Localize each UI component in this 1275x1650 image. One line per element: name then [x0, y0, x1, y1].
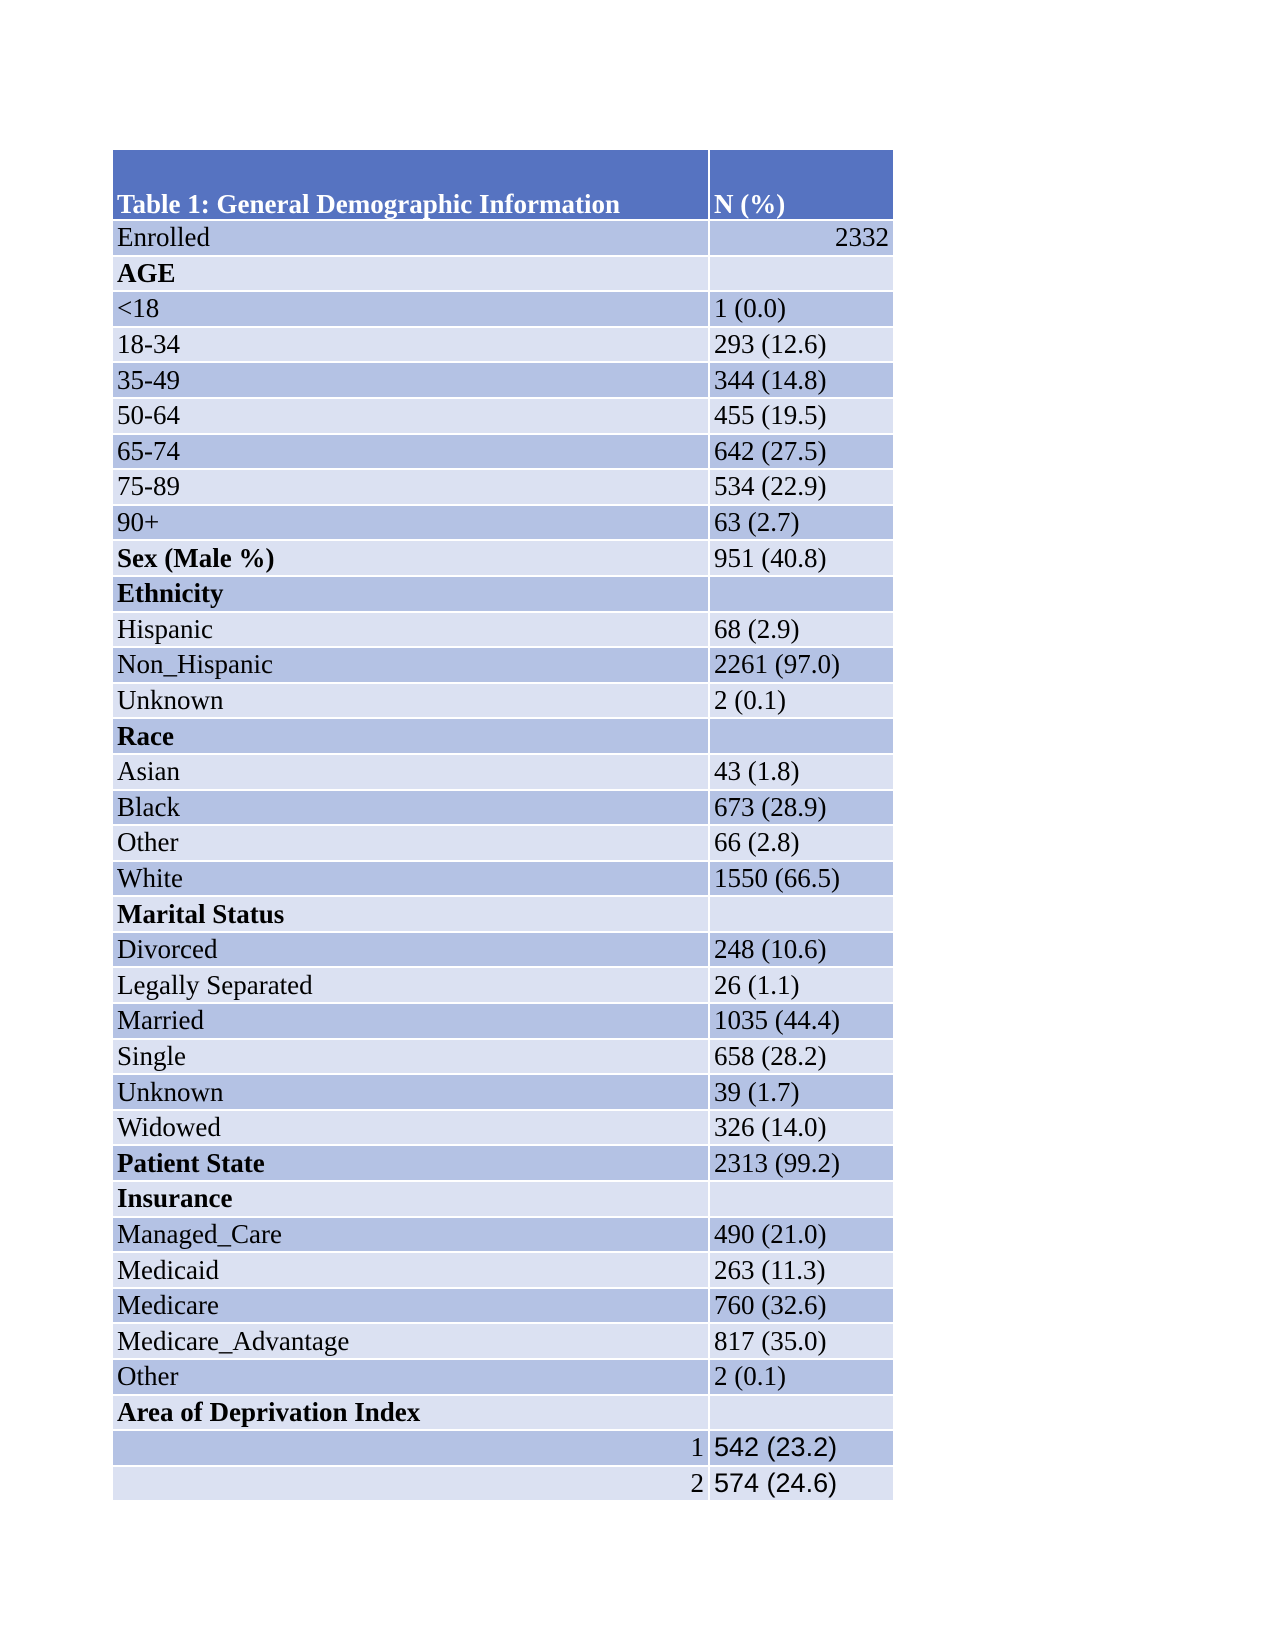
- row-value: 490 (21.0): [710, 1218, 893, 1254]
- table-row: [113, 684, 893, 720]
- row-label: Medicaid: [113, 1253, 710, 1289]
- row-label: 50-64: [113, 399, 710, 435]
- table-row: [113, 257, 893, 293]
- row-value: 1035 (44.4): [710, 1004, 893, 1040]
- table-header-row: [113, 150, 893, 221]
- row-value: 344 (14.8): [710, 363, 893, 399]
- table-row: [113, 933, 893, 969]
- table-row: [113, 862, 893, 898]
- row-label: Non_Hispanic: [113, 648, 710, 684]
- section-label: Ethnicity: [113, 577, 710, 613]
- row-value: 2332: [710, 221, 893, 257]
- row-value: [710, 1396, 893, 1432]
- row-label: Single: [113, 1040, 710, 1076]
- table-row: [113, 577, 893, 613]
- table-row: [113, 1146, 893, 1182]
- row-label: 75-89: [113, 470, 710, 506]
- row-value: 66 (2.8): [710, 826, 893, 862]
- table-row: [113, 328, 893, 364]
- table-row: [113, 1289, 893, 1325]
- row-label: Other: [113, 826, 710, 862]
- table-row: [113, 755, 893, 791]
- demographic-table: [113, 150, 893, 1502]
- row-value: 293 (12.6): [710, 328, 893, 364]
- table-row: [113, 1253, 893, 1289]
- row-label: Divorced: [113, 933, 710, 969]
- row-value: [710, 719, 893, 755]
- row-label: Black: [113, 791, 710, 827]
- row-value: 2261 (97.0): [710, 648, 893, 684]
- table-row: [113, 399, 893, 435]
- table-row: [113, 613, 893, 649]
- row-value: 263 (11.3): [710, 1253, 893, 1289]
- table-body: [113, 221, 893, 1502]
- row-value: 2 (0.1): [710, 1360, 893, 1396]
- row-label: Widowed: [113, 1111, 710, 1147]
- row-label: 90+: [113, 506, 710, 542]
- row-label: 65-74: [113, 435, 710, 471]
- row-value: 951 (40.8): [710, 541, 893, 577]
- row-label: 2: [113, 1467, 710, 1503]
- table-row: [113, 1075, 893, 1111]
- table-row: [113, 968, 893, 1004]
- row-label: Unknown: [113, 684, 710, 720]
- row-value: 534 (22.9): [710, 470, 893, 506]
- row-value: 63 (2.7): [710, 506, 893, 542]
- row-value: [710, 257, 893, 293]
- row-label: Unknown: [113, 1075, 710, 1111]
- section-label: Insurance: [113, 1182, 710, 1218]
- row-label: Enrolled: [113, 221, 710, 257]
- table-row: [113, 719, 893, 755]
- row-value: [710, 897, 893, 933]
- table-row: [113, 648, 893, 684]
- row-label: Asian: [113, 755, 710, 791]
- row-value: 2 (0.1): [710, 684, 893, 720]
- section-label: Race: [113, 719, 710, 755]
- section-label: Patient State: [113, 1146, 710, 1182]
- table-row: [113, 1360, 893, 1396]
- demographic-table-container: [113, 150, 893, 1502]
- table-row: [113, 541, 893, 577]
- table-row: [113, 791, 893, 827]
- row-value: 2313 (99.2): [710, 1146, 893, 1182]
- row-label: Hispanic: [113, 613, 710, 649]
- section-label: Marital Status: [113, 897, 710, 933]
- row-label: 1: [113, 1431, 710, 1467]
- row-value: 642 (27.5): [710, 435, 893, 471]
- row-label: Married: [113, 1004, 710, 1040]
- table-row: [113, 1040, 893, 1076]
- row-value: [710, 1182, 893, 1218]
- table-row: [113, 897, 893, 933]
- value-column-header: N (%): [710, 150, 893, 221]
- row-value: 542 (23.2): [710, 1431, 893, 1467]
- table-row: [113, 506, 893, 542]
- row-value: [710, 577, 893, 613]
- row-value: 1 (0.0): [710, 292, 893, 328]
- table-row: [113, 363, 893, 399]
- table-row: [113, 1396, 893, 1432]
- table-row: [113, 1182, 893, 1218]
- table-row: [113, 1431, 893, 1467]
- row-value: 760 (32.6): [710, 1289, 893, 1325]
- row-label: <18: [113, 292, 710, 328]
- row-label: White: [113, 862, 710, 898]
- section-label: Sex (Male %): [113, 541, 710, 577]
- row-value: 574 (24.6): [710, 1467, 893, 1503]
- table-row: [113, 1004, 893, 1040]
- row-label: 18-34: [113, 328, 710, 364]
- table-row: [113, 470, 893, 506]
- table-row: [113, 1324, 893, 1360]
- row-value: 455 (19.5): [710, 399, 893, 435]
- row-value: 68 (2.9): [710, 613, 893, 649]
- table-row: [113, 292, 893, 328]
- table-row: [113, 435, 893, 471]
- row-value: 326 (14.0): [710, 1111, 893, 1147]
- row-label: Medicare_Advantage: [113, 1324, 710, 1360]
- row-label: Legally Separated: [113, 968, 710, 1004]
- table-row: [113, 1218, 893, 1254]
- row-value: 817 (35.0): [710, 1324, 893, 1360]
- row-value: 39 (1.7): [710, 1075, 893, 1111]
- table-row: [113, 826, 893, 862]
- row-label: Medicare: [113, 1289, 710, 1325]
- row-value: 248 (10.6): [710, 933, 893, 969]
- row-value: 673 (28.9): [710, 791, 893, 827]
- table-row: [113, 221, 893, 257]
- row-label: Managed_Care: [113, 1218, 710, 1254]
- table-title: Table 1: General Demographic Information: [113, 150, 710, 221]
- row-value: 658 (28.2): [710, 1040, 893, 1076]
- row-value: 1550 (66.5): [710, 862, 893, 898]
- section-label: Area of Deprivation Index: [113, 1396, 710, 1432]
- table-row: [113, 1467, 893, 1503]
- table-row: [113, 1111, 893, 1147]
- row-label: Other: [113, 1360, 710, 1396]
- row-value: 26 (1.1): [710, 968, 893, 1004]
- row-label: 35-49: [113, 363, 710, 399]
- row-value: 43 (1.8): [710, 755, 893, 791]
- section-label: AGE: [113, 257, 710, 293]
